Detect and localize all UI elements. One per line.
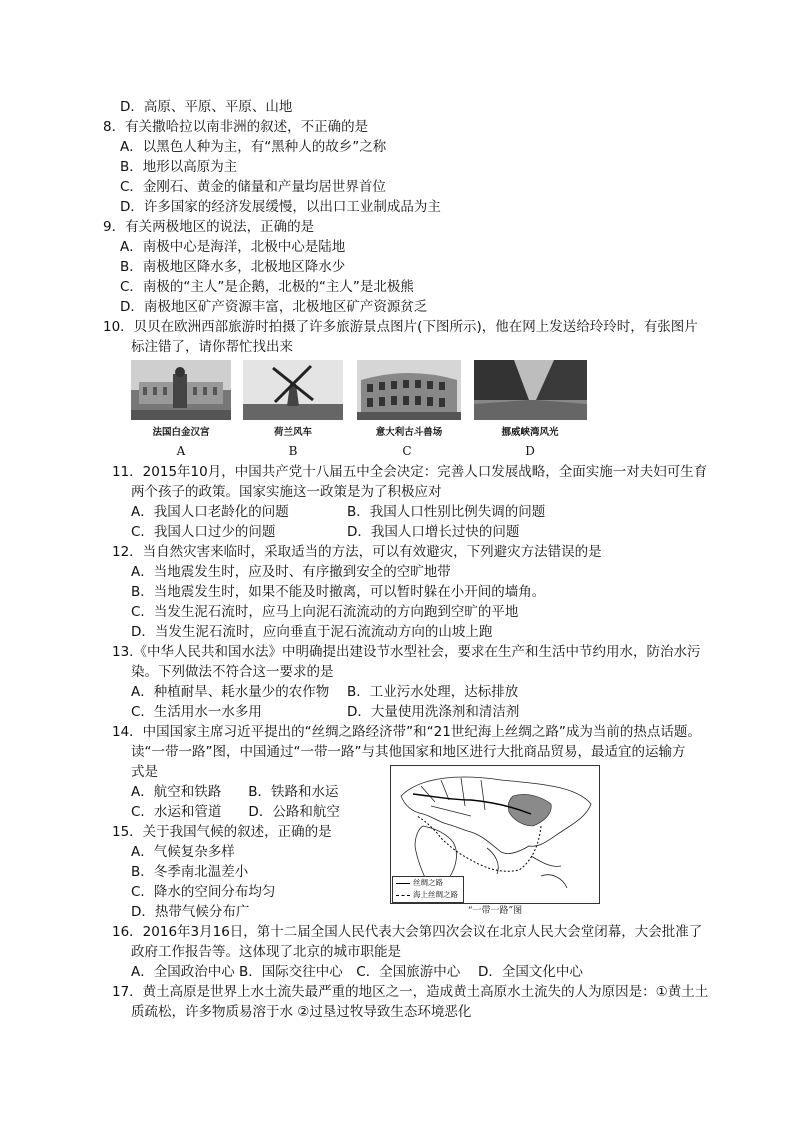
q17-stem: 17．黄土高原是世界上水土流失最严重的地区之一，造成黄土高原水土流失的人为原因是：①黄土土 xyxy=(112,984,709,1000)
q8-stem: 8．有关撒哈拉以南非洲的叙述，不正确的是 xyxy=(103,119,369,135)
photo-caption-a: 法国白金汉宫 xyxy=(152,427,210,438)
q13-option-c: C．生活用水一水多用 xyxy=(131,704,262,720)
photo-letter-d: D xyxy=(525,444,535,458)
map-legend xyxy=(392,876,464,903)
map-caption: “一带一路”图 xyxy=(467,906,523,916)
q14-stem-cont: 读“一带一路”图，中国通过“一带一路”与其他国家和地区进行大批商品贸易，最适宜的运输方 xyxy=(131,744,686,760)
q15-option-d: D．热带气候分布广 xyxy=(131,904,250,920)
photo-letter-a: A xyxy=(176,444,186,458)
q9-option-d: D．南极地区矿产资源丰富，北极地区矿产资源贫乏 xyxy=(120,299,428,315)
q14-stem: 14．中国国家主席习近平提出的“丝绸之路经济带”和“21世纪海上丝绸之路”成为当前的热点话题。 xyxy=(112,724,701,740)
q14-options-ab: A．航空和铁路 B．铁路和水运 xyxy=(131,784,339,800)
q12-option-c: C．当发生泥石流时，应马上向泥石流流动的方向跑到空旷的平地 xyxy=(131,604,519,620)
q9-option-a: A．南极中心是海洋，北极中心是陆地 xyxy=(120,239,346,255)
photo-caption-b: 荷兰风车 xyxy=(273,427,312,438)
q12-stem: 12．当自然灾害来临时，采取适当的方法，可以有效避灾，下列避灾方法错误的是 xyxy=(112,544,602,560)
legend-sea-route xyxy=(393,889,463,901)
photo-letter-b: B xyxy=(288,444,298,458)
q11-option-a: A．我国人口老龄化的问题 xyxy=(131,504,289,520)
q15-stem: 15．关于我国气候的叙述，正确的是 xyxy=(112,824,332,840)
q11-option-c: C．我国人口过少的问题 xyxy=(131,524,276,540)
q13-option-b: B．工业污水处理，达标排放 xyxy=(347,684,519,700)
q16-stem-cont: 政府工作报告等。这体现了北京的城市职能是 xyxy=(131,944,401,960)
q16-options: A．全国政治中心 B．国际交往中心 C．全国旅游中心 D．全国文化中心 xyxy=(131,964,583,980)
q15-option-b: B．冬季南北温差小 xyxy=(131,864,249,880)
q8-option-b: B．地形以高原为主 xyxy=(120,159,238,175)
photo-caption-d: 挪威峡湾风光 xyxy=(501,427,559,438)
q12-option-d: D．当发生泥石流时，应向垂直于泥石流流动方向的山坡上跑 xyxy=(131,624,493,640)
legend-sea-label: 海上丝绸之路 xyxy=(413,890,458,899)
q11-option-b: B．我国人口性别比例失调的问题 xyxy=(347,504,546,520)
q11-stem-cont: 两个孩子的政策。国家实施这一政策是为了积极应对 xyxy=(131,484,442,500)
q10-stem-cont: 标注错了，请你帮忙找出来 xyxy=(131,339,293,355)
q11-stem: 11．2015年10月，中国共产党十八届五中全会决定：完善人口发展战略，全面实施一对夫妇可生育 xyxy=(112,464,708,480)
q12-option-b: B．当地震发生时，如果不能及时撤离，可以暂时躲在小开间的墙角。 xyxy=(131,584,546,600)
q14-options-cd: C．水运和管道 D．公路和航空 xyxy=(131,804,340,820)
q17-stem-cont: 质疏松，许多物质易溶于水 ②过垦过牧导致生态环境恶化 xyxy=(131,1004,472,1020)
q9-option-b: B．南极地区降水多，北极地区降水少 xyxy=(120,259,346,275)
q8-option-a: A．以黑色人种为主，有“黑种人的故乡”之称 xyxy=(120,139,387,155)
q8-option-c: C．金刚石、黄金的储量和产量均居世界首位 xyxy=(120,179,386,195)
photo-letter-c: C xyxy=(402,444,412,458)
photo-fjord xyxy=(474,360,587,420)
q15-option-c: C．降水的空间分布均匀 xyxy=(131,884,276,900)
photo-colosseum xyxy=(357,360,461,420)
q11-option-d: D．我国人口增长过快的问题 xyxy=(347,524,520,540)
q10-stem: 10．贝贝在欧洲西部旅游时拍摄了许多旅游景点图片(下图所示)，他在网上发送给玲玲时，有张图片 xyxy=(103,319,698,335)
q13-option-a: A．种植耐旱、耗水量少的农作物 xyxy=(131,684,330,700)
q13-stem: 13.《中华人民共和国水法》中明确提出建设节水型社会，要求在生产和生活中节约用水，防治水污 xyxy=(112,644,701,660)
q8-option-d: D．许多国家的经济发展缓慢，以出口工业制成品为主 xyxy=(120,199,441,215)
q12-option-a: A．当地震发生时，应及时、有序撤到安全的空旷地带 xyxy=(131,564,451,580)
q13-stem-cont: 染。下列做法不符合这一要求的是 xyxy=(131,664,334,680)
photo-buckingham xyxy=(131,360,231,420)
q7-option-d: D．高原、平原、平原、山地 xyxy=(120,99,293,115)
legend-land-label: 丝绸之路 xyxy=(413,878,443,887)
q9-option-c: C．南极的“主人”是企鹅，北极的“主人”是北极熊 xyxy=(120,279,414,295)
q15-option-a: A．气候复杂多样 xyxy=(131,844,235,860)
q16-stem: 16．2016年3月16日，第十二届全国人民代表大会第四次会议在北京人民大会堂闭幕，大会批准了 xyxy=(112,924,703,940)
q9-stem: 9．有关两极地区的说法，正确的是 xyxy=(103,219,315,235)
q14-stem-end: 式是 xyxy=(131,764,158,780)
photo-windmill xyxy=(243,360,343,420)
q13-option-d: D．大量使用洗涤剂和清洁剂 xyxy=(347,704,520,720)
photo-caption-c: 意大利古斗兽场 xyxy=(375,427,443,438)
legend-land-route xyxy=(393,877,463,889)
